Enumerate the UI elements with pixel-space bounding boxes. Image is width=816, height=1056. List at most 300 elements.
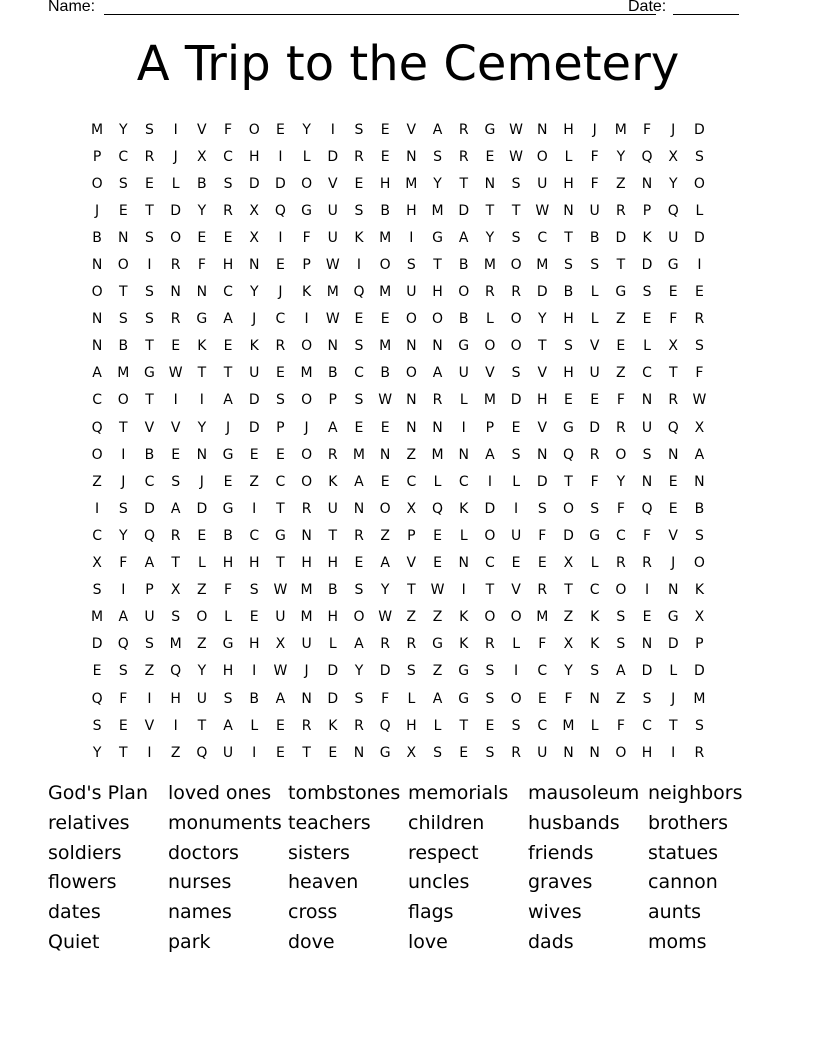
grid-letter[interactable]: J — [252, 311, 257, 328]
grid-letter[interactable]: N — [589, 690, 600, 707]
grid-letter[interactable]: S — [511, 717, 521, 734]
grid-letter[interactable]: T — [197, 717, 207, 734]
grid-letter[interactable]: E — [275, 365, 285, 382]
grid-letter[interactable]: G — [379, 744, 391, 761]
grid-letter[interactable]: X — [563, 636, 574, 653]
grid-letter[interactable]: A — [694, 446, 705, 463]
grid-letter[interactable]: X — [563, 555, 574, 572]
grid-letter[interactable]: J — [304, 663, 309, 680]
grid-letter[interactable]: K — [642, 229, 652, 246]
grid-letter[interactable]: V — [406, 555, 417, 572]
grid-letter[interactable]: G — [222, 500, 234, 517]
grid-letter[interactable]: E — [642, 609, 652, 626]
grid-letter[interactable]: I — [330, 121, 335, 138]
grid-letter[interactable]: H — [537, 392, 548, 409]
grid-letter[interactable]: L — [695, 202, 704, 219]
grid-letter[interactable]: I — [514, 663, 519, 680]
grid-letter[interactable]: P — [145, 582, 154, 599]
grid-letter[interactable]: Y — [354, 663, 364, 680]
grid-letter[interactable]: E — [223, 229, 233, 246]
grid-letter[interactable]: K — [328, 473, 338, 490]
grid-letter[interactable]: S — [118, 500, 128, 517]
grid-letter[interactable]: T — [145, 202, 154, 219]
grid-letter[interactable]: E — [537, 555, 547, 572]
grid-letter[interactable]: U — [537, 175, 548, 192]
grid-letter[interactable]: S — [354, 392, 364, 409]
grid-letter[interactable]: G — [274, 527, 286, 544]
grid-letter[interactable]: N — [327, 338, 339, 355]
grid-letter[interactable]: I — [252, 500, 257, 517]
grid-letter[interactable]: N — [379, 446, 391, 463]
grid-letter[interactable]: E — [354, 419, 364, 436]
grid-letter[interactable]: E — [537, 690, 547, 707]
grid-letter[interactable]: J — [671, 555, 676, 572]
grid-letter[interactable]: L — [590, 555, 599, 572]
grid-letter[interactable]: E — [511, 555, 521, 572]
grid-letter[interactable]: I — [304, 311, 309, 328]
grid-letter[interactable]: T — [276, 555, 285, 572]
grid-letter[interactable]: G — [667, 257, 679, 274]
grid-letter[interactable]: A — [485, 446, 495, 463]
grid-letter[interactable]: D — [327, 690, 339, 707]
grid-letter[interactable]: E — [275, 744, 285, 761]
grid-letter[interactable]: U — [406, 284, 417, 301]
grid-letter[interactable]: U — [458, 365, 469, 382]
grid-letter[interactable]: M — [300, 609, 313, 626]
grid-letter[interactable]: L — [590, 311, 599, 328]
grid-letter[interactable]: G — [222, 636, 234, 653]
grid-letter[interactable]: G — [301, 202, 313, 219]
grid-letter[interactable]: E — [118, 202, 128, 219]
grid-letter[interactable]: L — [512, 636, 520, 653]
grid-letter[interactable]: R — [458, 121, 469, 138]
grid-letter[interactable]: S — [694, 148, 704, 165]
grid-letter[interactable]: R — [170, 527, 181, 544]
grid-letter[interactable]: R — [511, 744, 521, 761]
grid-letter[interactable]: R — [668, 392, 679, 409]
grid-letter[interactable]: Y — [616, 473, 626, 490]
grid-letter[interactable]: R — [642, 555, 652, 572]
grid-letter[interactable]: M — [91, 121, 104, 138]
grid-letter[interactable]: S — [118, 175, 128, 192]
grid-letter[interactable]: Y — [119, 121, 128, 138]
grid-letter[interactable]: C — [118, 148, 129, 165]
grid-letter[interactable]: A — [354, 636, 364, 653]
grid-letter[interactable]: O — [91, 175, 103, 192]
grid-letter[interactable]: S — [485, 744, 495, 761]
grid-letter[interactable]: Z — [144, 663, 155, 680]
grid-letter[interactable]: M — [693, 690, 706, 707]
grid-letter[interactable]: O — [484, 527, 496, 544]
grid-letter[interactable]: P — [695, 636, 704, 653]
grid-letter[interactable]: O — [405, 365, 417, 382]
grid-letter[interactable]: W — [692, 392, 707, 409]
grid-letter[interactable]: R — [301, 500, 312, 517]
grid-letter[interactable]: U — [589, 202, 600, 219]
grid-letter[interactable]: S — [223, 175, 233, 192]
grid-letter[interactable]: L — [250, 717, 259, 734]
grid-letter[interactable]: S — [118, 663, 128, 680]
grid-letter[interactable]: U — [510, 527, 522, 544]
grid-letter[interactable]: O — [432, 311, 444, 328]
grid-letter[interactable]: E — [511, 419, 521, 436]
grid-letter[interactable]: A — [380, 555, 390, 572]
grid-letter[interactable]: Z — [563, 609, 574, 626]
grid-letter[interactable]: O — [693, 555, 705, 572]
grid-letter[interactable]: O — [693, 175, 705, 192]
grid-letter[interactable]: C — [249, 527, 260, 544]
grid-letter[interactable]: S — [511, 365, 521, 382]
grid-letter[interactable]: D — [170, 202, 182, 219]
grid-letter[interactable]: M — [379, 338, 392, 355]
grid-letter[interactable]: G — [667, 609, 679, 626]
grid-letter[interactable]: Z — [92, 473, 102, 490]
grid-letter[interactable]: F — [616, 717, 625, 734]
grid-letter[interactable]: E — [380, 473, 390, 490]
grid-letter[interactable]: R — [615, 419, 626, 436]
grid-letter[interactable]: G — [196, 311, 208, 328]
grid-letter[interactable]: I — [278, 148, 283, 165]
grid-letter[interactable]: V — [197, 121, 207, 138]
grid-letter[interactable]: R — [223, 202, 233, 219]
grid-letter[interactable]: Q — [143, 527, 155, 544]
grid-letter[interactable]: Q — [196, 744, 208, 761]
grid-letter[interactable]: Q — [170, 663, 182, 680]
grid-letter[interactable]: X — [249, 229, 260, 246]
grid-letter[interactable]: N — [196, 284, 208, 301]
grid-letter[interactable]: X — [249, 202, 260, 219]
grid-letter[interactable]: D — [615, 229, 627, 246]
grid-letter[interactable]: R — [615, 555, 626, 572]
grid-letter[interactable]: K — [354, 229, 364, 246]
grid-letter[interactable]: E — [590, 392, 600, 409]
grid-letter[interactable]: K — [197, 338, 207, 355]
grid-letter[interactable]: Z — [197, 582, 207, 599]
grid-letter[interactable]: Y — [616, 148, 626, 165]
grid-letter[interactable]: X — [406, 500, 417, 517]
grid-letter[interactable]: F — [590, 473, 599, 490]
grid-letter[interactable]: D — [248, 175, 260, 192]
grid-letter[interactable]: P — [328, 392, 337, 409]
grid-letter[interactable]: T — [328, 527, 338, 544]
grid-letter[interactable]: S — [354, 338, 364, 355]
grid-letter[interactable]: D — [248, 419, 260, 436]
grid-letter[interactable]: K — [694, 582, 704, 599]
grid-letter[interactable]: F — [381, 690, 390, 707]
grid-letter[interactable]: Y — [564, 663, 573, 680]
grid-letter[interactable]: Y — [92, 744, 102, 761]
grid-letter[interactable]: F — [224, 121, 233, 138]
grid-letter[interactable]: E — [380, 419, 390, 436]
grid-letter[interactable]: E — [380, 311, 390, 328]
grid-letter[interactable]: P — [92, 148, 102, 165]
grid-letter[interactable]: N — [406, 338, 417, 355]
grid-letter[interactable]: T — [616, 257, 626, 274]
grid-letter[interactable]: H — [563, 121, 574, 138]
grid-letter[interactable]: G — [615, 284, 627, 301]
grid-letter[interactable]: Y — [538, 311, 547, 328]
grid-letter[interactable]: M — [300, 365, 313, 382]
grid-letter[interactable]: R — [694, 744, 705, 761]
grid-letter[interactable]: V — [668, 527, 678, 544]
grid-letter[interactable]: C — [223, 148, 233, 165]
grid-letter[interactable]: U — [589, 365, 600, 382]
grid-letter[interactable]: A — [432, 365, 443, 382]
grid-letter[interactable]: E — [694, 284, 704, 301]
grid-letter[interactable]: I — [671, 744, 676, 761]
grid-letter[interactable]: S — [511, 175, 521, 192]
grid-letter[interactable]: E — [642, 311, 652, 328]
grid-letter[interactable]: Q — [274, 202, 286, 219]
grid-letter[interactable]: F — [538, 636, 547, 653]
grid-letter[interactable]: Q — [379, 717, 391, 734]
grid-letter[interactable]: U — [327, 202, 338, 219]
grid-letter[interactable]: K — [459, 636, 469, 653]
grid-letter[interactable]: H — [327, 609, 339, 626]
grid-letter[interactable]: E — [171, 446, 181, 463]
grid-letter[interactable]: D — [589, 419, 601, 436]
grid-letter[interactable]: E — [668, 500, 678, 517]
grid-letter[interactable]: H — [563, 365, 574, 382]
grid-letter[interactable]: R — [485, 284, 495, 301]
grid-letter[interactable]: K — [459, 500, 469, 517]
grid-letter[interactable]: G — [432, 636, 443, 653]
grid-letter[interactable]: L — [302, 148, 311, 165]
grid-letter[interactable]: I — [173, 717, 178, 734]
grid-letter[interactable]: T — [485, 582, 495, 599]
grid-letter[interactable]: U — [327, 500, 338, 517]
grid-letter[interactable]: S — [590, 257, 600, 274]
grid-letter[interactable]: Q — [641, 500, 653, 517]
grid-letter[interactable]: E — [616, 338, 626, 355]
grid-letter[interactable]: V — [144, 717, 155, 734]
grid-letter[interactable]: R — [354, 717, 364, 734]
grid-letter[interactable]: M — [379, 229, 392, 246]
grid-letter[interactable]: S — [694, 527, 704, 544]
grid-letter[interactable]: F — [538, 527, 547, 544]
grid-letter[interactable]: B — [458, 311, 469, 328]
grid-letter[interactable]: N — [432, 338, 443, 355]
grid-letter[interactable]: Y — [380, 582, 390, 599]
grid-letter[interactable]: T — [564, 582, 573, 599]
grid-letter[interactable]: H — [327, 555, 339, 572]
grid-letter[interactable]: N — [432, 419, 443, 436]
grid-letter[interactable]: N — [118, 229, 129, 246]
grid-letter[interactable]: Q — [667, 202, 679, 219]
grid-letter[interactable]: N — [641, 636, 653, 653]
grid-letter[interactable]: O — [510, 311, 522, 328]
grid-letter[interactable]: L — [564, 148, 573, 165]
grid-letter[interactable]: H — [248, 636, 260, 653]
grid-letter[interactable]: S — [511, 446, 521, 463]
grid-letter[interactable]: E — [275, 717, 285, 734]
name-line[interactable] — [104, 14, 656, 15]
grid-letter[interactable]: G — [144, 365, 155, 382]
grid-letter[interactable]: I — [461, 582, 466, 599]
grid-letter[interactable]: N — [641, 473, 653, 490]
grid-letter[interactable]: A — [275, 690, 286, 707]
grid-letter[interactable]: S — [354, 121, 364, 138]
grid-letter[interactable]: Z — [406, 609, 417, 626]
grid-letter[interactable]: T — [538, 338, 547, 355]
grid-letter[interactable]: D — [536, 284, 548, 301]
grid-letter[interactable]: E — [354, 555, 364, 572]
grid-letter[interactable]: W — [509, 148, 524, 165]
grid-letter[interactable]: C — [223, 284, 233, 301]
grid-letter[interactable]: O — [405, 311, 417, 328]
grid-letter[interactable]: B — [197, 175, 207, 192]
grid-letter[interactable]: G — [563, 419, 574, 436]
grid-letter[interactable]: S — [92, 582, 102, 599]
grid-letter[interactable]: N — [406, 419, 417, 436]
grid-letter[interactable]: E — [118, 717, 128, 734]
grid-letter[interactable]: K — [249, 338, 259, 355]
grid-letter[interactable]: S — [406, 257, 416, 274]
grid-letter[interactable]: J — [121, 473, 126, 490]
grid-letter[interactable]: N — [170, 284, 181, 301]
grid-letter[interactable]: S — [433, 148, 442, 165]
grid-letter[interactable]: U — [222, 744, 234, 761]
grid-letter[interactable]: S — [537, 500, 547, 517]
grid-letter[interactable]: T — [485, 202, 495, 219]
grid-letter[interactable]: R — [144, 148, 155, 165]
grid-letter[interactable]: J — [304, 419, 309, 436]
grid-letter[interactable]: R — [301, 717, 312, 734]
grid-letter[interactable]: E — [459, 744, 469, 761]
grid-letter[interactable]: C — [275, 473, 286, 490]
grid-letter[interactable]: W — [378, 392, 393, 409]
grid-letter[interactable]: H — [222, 257, 234, 274]
grid-letter[interactable]: M — [379, 284, 392, 301]
grid-letter[interactable]: X — [668, 338, 679, 355]
grid-letter[interactable]: X — [197, 148, 207, 165]
grid-letter[interactable]: L — [643, 338, 651, 355]
grid-letter[interactable]: C — [144, 473, 155, 490]
grid-letter[interactable]: U — [537, 744, 548, 761]
grid-letter[interactable]: Z — [616, 365, 626, 382]
grid-letter[interactable]: D — [563, 527, 574, 544]
grid-letter[interactable]: S — [145, 284, 154, 301]
grid-letter[interactable]: G — [222, 446, 234, 463]
grid-letter[interactable]: N — [694, 473, 705, 490]
grid-letter[interactable]: R — [694, 311, 705, 328]
grid-letter[interactable]: Y — [485, 229, 495, 246]
grid-letter[interactable]: E — [249, 446, 259, 463]
grid-letter[interactable]: A — [432, 121, 443, 138]
grid-letter[interactable]: R — [327, 446, 338, 463]
grid-letter[interactable]: M — [326, 284, 339, 301]
grid-letter[interactable]: S — [145, 311, 154, 328]
grid-letter[interactable]: N — [353, 744, 365, 761]
grid-letter[interactable]: S — [642, 446, 652, 463]
grid-letter[interactable]: C — [92, 392, 102, 409]
grid-letter[interactable]: Y — [119, 527, 128, 544]
grid-letter[interactable]: A — [327, 419, 338, 436]
grid-letter[interactable]: I — [278, 229, 283, 246]
grid-letter[interactable]: X — [92, 555, 102, 572]
grid-letter[interactable]: T — [668, 717, 678, 734]
grid-letter[interactable]: S — [171, 473, 181, 490]
grid-letter[interactable]: N — [458, 555, 469, 572]
grid-letter[interactable]: U — [144, 609, 155, 626]
grid-letter[interactable]: N — [91, 338, 103, 355]
grid-letter[interactable]: E — [92, 663, 102, 680]
grid-letter[interactable]: T — [433, 257, 442, 274]
grid-letter[interactable]: R — [380, 636, 391, 653]
grid-letter[interactable]: Z — [170, 744, 181, 761]
grid-letter[interactable]: K — [302, 284, 312, 301]
grid-letter[interactable]: Q — [641, 148, 653, 165]
grid-letter[interactable]: O — [301, 338, 313, 355]
grid-letter[interactable]: O — [91, 446, 103, 463]
grid-letter[interactable]: M — [431, 446, 444, 463]
grid-letter[interactable]: L — [486, 311, 494, 328]
grid-letter[interactable]: S — [354, 690, 364, 707]
grid-letter[interactable]: M — [431, 202, 444, 219]
grid-letter[interactable]: T — [459, 717, 468, 734]
grid-letter[interactable]: E — [145, 175, 154, 192]
grid-letter[interactable]: E — [354, 311, 364, 328]
grid-letter[interactable]: S — [485, 663, 495, 680]
grid-letter[interactable]: F — [590, 175, 599, 192]
grid-letter[interactable]: S — [485, 690, 495, 707]
grid-letter[interactable]: O — [484, 338, 496, 355]
grid-letter[interactable]: A — [144, 555, 155, 572]
grid-letter[interactable]: I — [461, 419, 466, 436]
grid-letter[interactable]: S — [354, 202, 364, 219]
grid-letter[interactable]: H — [563, 175, 574, 192]
grid-letter[interactable]: U — [668, 229, 679, 246]
grid-letter[interactable]: M — [91, 609, 104, 626]
grid-letter[interactable]: P — [302, 257, 311, 274]
grid-letter[interactable]: M — [483, 392, 496, 409]
grid-letter[interactable]: H — [301, 555, 312, 572]
grid-letter[interactable]: D — [196, 500, 208, 517]
grid-letter[interactable]: R — [537, 582, 548, 599]
grid-letter[interactable]: I — [121, 446, 126, 463]
grid-letter[interactable]: R — [406, 636, 417, 653]
grid-letter[interactable]: C — [642, 365, 652, 382]
grid-letter[interactable]: R — [615, 202, 626, 219]
grid-letter[interactable]: M — [536, 257, 549, 274]
grid-letter[interactable]: D — [641, 257, 653, 274]
grid-letter[interactable]: S — [145, 121, 154, 138]
grid-letter[interactable]: O — [562, 500, 574, 517]
grid-letter[interactable]: S — [564, 338, 573, 355]
grid-letter[interactable]: I — [356, 257, 362, 274]
grid-letter[interactable]: U — [249, 365, 260, 382]
grid-letter[interactable]: M — [614, 121, 627, 138]
grid-letter[interactable]: O — [301, 392, 313, 409]
grid-letter[interactable]: I — [252, 744, 257, 761]
grid-letter[interactable]: I — [252, 663, 257, 680]
grid-letter[interactable]: Z — [406, 446, 417, 463]
grid-letter[interactable]: H — [248, 148, 260, 165]
grid-letter[interactable]: Z — [197, 636, 207, 653]
grid-letter[interactable]: S — [92, 717, 102, 734]
grid-letter[interactable]: R — [275, 338, 286, 355]
grid-letter[interactable]: S — [616, 609, 626, 626]
grid-letter[interactable]: B — [563, 284, 574, 301]
grid-letter[interactable]: V — [589, 338, 600, 355]
grid-letter[interactable]: Z — [616, 311, 626, 328]
grid-letter[interactable]: T — [119, 744, 128, 761]
grid-letter[interactable]: X — [694, 419, 705, 436]
grid-letter[interactable]: I — [173, 392, 178, 409]
grid-letter[interactable]: L — [590, 717, 599, 734]
grid-letter[interactable]: F — [564, 690, 573, 707]
grid-letter[interactable]: N — [563, 744, 574, 761]
